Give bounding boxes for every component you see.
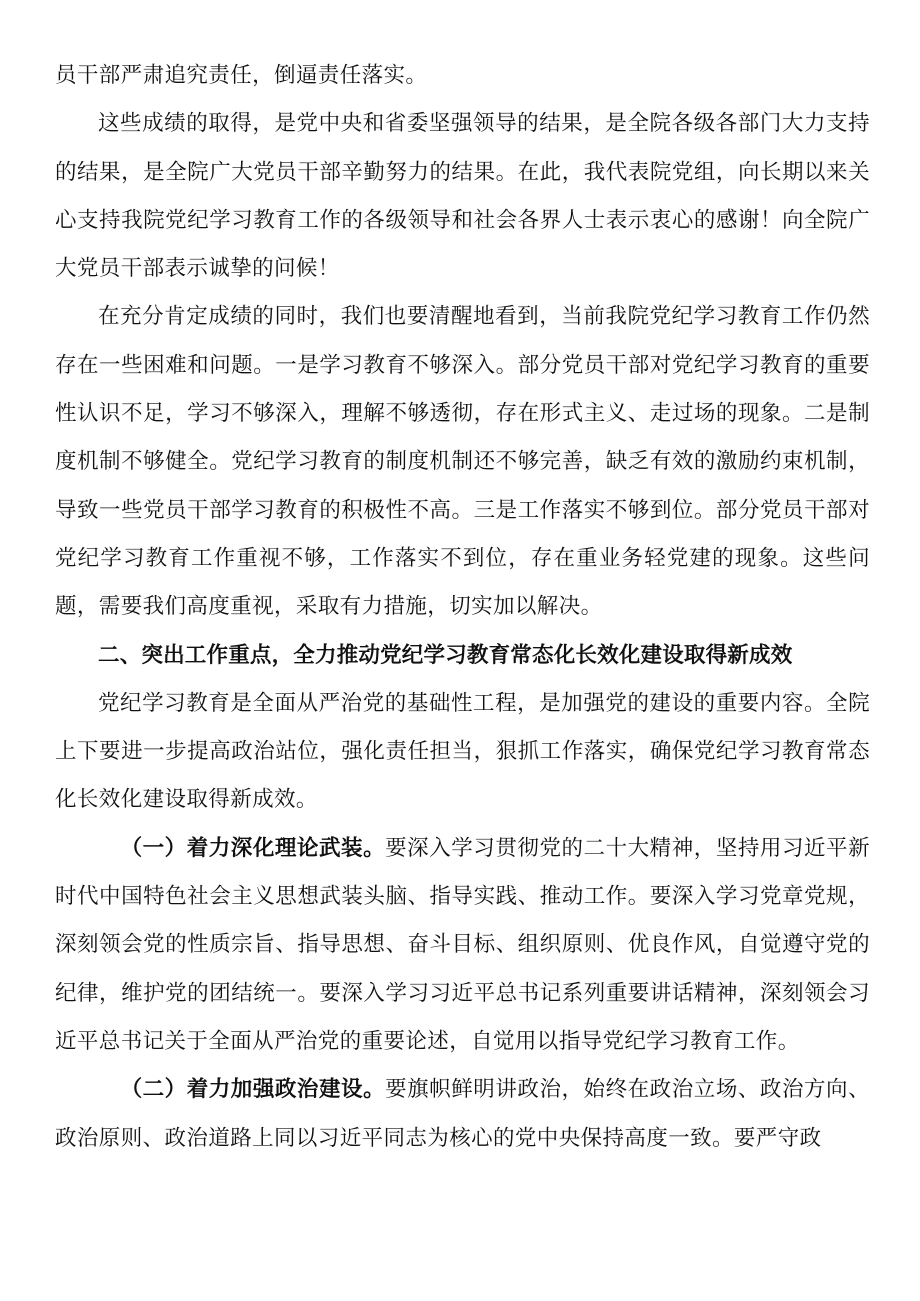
continuation-paragraph: 员干部严肃追究责任，倒逼责任落实。 xyxy=(55,63,428,88)
document-page xyxy=(55,52,870,1163)
section-heading-two: 二、突出工作重点，全力推动党纪学习教育常态化长效化建设取得新成效 xyxy=(98,642,793,668)
section-intro-paragraph: 党纪学习教育是全面从严治党的基础性工程，是加强党的建设的重要内容。全院上下要进一步提高政治站位，强化责任担当，狠抓工作落实，确保党纪学习教育常态化长效化建设取得新成效。 xyxy=(55,690,870,813)
subsection-two-paragraph xyxy=(55,1066,870,1163)
achievements-paragraph: 这些成绩的取得，是党中央和省委坚强领导的结果，是全院各级各部门大力支持的结果，是全院广大党员干部辛勤努力的结果。在此，我代表院党组，向长期以来关心支持我院党纪学习教育工作的各级领导和社会各界人士表示衷心的感谢！向全院广大党员干部表示诚挚的问候！ xyxy=(55,111,870,282)
subsection-two-text: 要旗帜鲜明讲政治，始终在政治立场、政治方向、政治原则、政治道路上同以习近平同志为核心的党中央保持高度一致。要严守政 xyxy=(55,1077,870,1151)
problems-paragraph: 在充分肯定成绩的同时，我们也要清醒地看到，当前我院党纪学习教育工作仍然存在一些困难和问题。一是学习教育不够深入。部分党员干部对党纪学习教育的重要性认识不足，学习不够深入，理解不够透彻，存在形式主义、走过场的现象。二是制度机制不够健全。党纪学习教育的制度机制还不够完善，缺乏有效的激励约束机制，导致一些党员干部学习教育的积极性不高。三是工作落实不够到位。部分党员干部对党纪学习教育工作重视不够，工作落实不到位，存在重业务轻党建的现象。这些问题，需要我们高度重视，采取有力措施，切实加以解决。 xyxy=(55,304,870,620)
subsection-two-lead: （二）着力加强政治建设。 xyxy=(120,1077,386,1103)
subsection-one-lead: （一）着力深化理论武装。 xyxy=(120,835,386,861)
subsection-one-paragraph xyxy=(55,825,870,1066)
subsection-one-text: 要深入学习贯彻党的二十大精神，坚持用习近平新时代中国特色社会主义思想武装头脑、指导实践、推动工作。要深入学习党章党规，深刻领会党的性质宗旨、指导思想、奋斗目标、组织原则、优良作风，自觉遵守党的纪律，维护党的团结统一。要深入学习习近平总书记系列重要讲话精神，深刻领会习近平总书记关于全面从严治党的重要论述，自觉用以指导党纪学习教育工作。 xyxy=(55,835,870,1054)
